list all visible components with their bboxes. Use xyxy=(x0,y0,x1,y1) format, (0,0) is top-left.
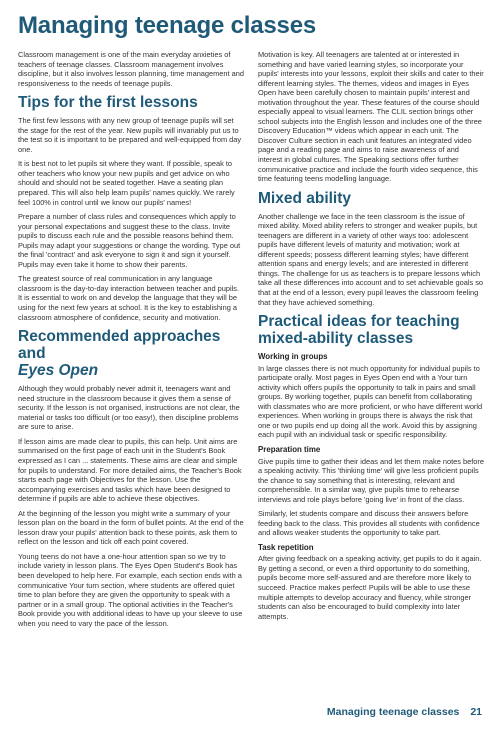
heading-tips: Tips for the first lessons xyxy=(18,94,198,112)
paragraph: In large classes there is not much opportunity for individual pupils to participate orally. Most pages in Eyes Open end with a Your turn activity which offers pupils the opportunity to talk in pairs and small groups. By working together, pupils can benefit from collaborating with classmates who are more proficient, or who have different world experiences. When working in groups there is always the risk that one or two pupils end up doing all the work. Avoid this by assigning each pupil with an individual task or specific responsibility. xyxy=(258,363,483,440)
paragraph: Another challenge we face in the teen classroom is the issue of mixed ability. Mixed ability refers to stronger and weaker pupils, but teenagers are different in a variety of other ways too: adolescent pupils have different levels of maturity and motivation; work at different speeds; possess different learning styles; have different attention spans and energy levels; and are interested in different things. The challenge for us as teachers is to prepare lessons which take all these differences into account and to set achievable goals so that at the end of a lesson, every pupil leaves the classroom feeling that they have achieved something. xyxy=(258,211,484,307)
paragraph: After giving feedback on a speaking activity, get pupils to do it again. By getting a second, or even a third opportunity to do something, pupils become more self-assured and are therefore more likely to succeed. Practice makes perfect! Pupils will be able to use these multiple attempts to develop accuracy and fluency, while stronger students can also be encouraged to build complexity into later attempts. xyxy=(258,554,482,621)
page-number: 21 xyxy=(470,706,482,718)
paragraph: The greatest source of real communication in any language classroom is the day-to-day interaction between teacher and pupils. It is essential to work on and develop the language that they will be using for the next few years at school. It is the key to establishing a classroom atmosphere of confidence, security and motivation. xyxy=(18,274,240,322)
paragraph: Young teens do not have a one-hour attention span so we try to include variety in lesson plans. The Eyes Open Student's Book has been developed to help here. For example, each section ends with a communicative Your turn section, where students are offered quiet time to plan before they are given the opportunity to speak with a partner or in a small group. The optional activities in the Teacher's Book provide you with additional ideas to have up your sleeve to use when you need to vary the pace of the lesson. xyxy=(18,551,243,628)
paragraph: The first few lessons with any new group of teenage pupils will set the stage for the rest of the year. New pupils will invariably put us to the test so it is important to be prepared and well-equipped from day one. xyxy=(18,116,242,154)
subheading-working-in-groups: Working in groups xyxy=(258,352,328,362)
heading-recommended-line2: Eyes Open xyxy=(18,362,99,380)
paragraph: At the beginning of the lesson you might write a summary of your lesson plan on the board in the form of bullet points. At the end of the lesson draw your pupils' attention back to these points, ask them to reflect on the lesson and tick off each point covered. xyxy=(18,508,244,547)
heading-mixed-ability: Mixed ability xyxy=(258,189,352,207)
paragraph: Similarly, let students compare and discuss their answers before feeding back to the class. This provides all students with confidence and allows weaker students the opportunity to take part. xyxy=(258,509,480,538)
subheading-task-repetition: Task repetition xyxy=(258,542,314,552)
paragraph: Give pupils time to gather their ideas and let them make notes before a speaking activity. This 'thinking time' will give less proficient pupils the chance to say something that is interesting, relevant and comprehensible. In a similar way, give pupils time to rehearse interviews and role plays before 'going live' in front of the class. xyxy=(258,456,484,504)
paragraph: Although they would probably never admit it, teenagers want and need structure in the classroom because it gives them a sense of security. If the lesson is not organised, instructions are not clear, the material or tasks too difficult (or too easy!), then discipline problems are sure to arise. xyxy=(18,384,240,432)
paragraph: If lesson aims are made clear to pupils, this can help. Unit aims are summarised on the first page of each unit in the Student's Book expressed as I can ... statements. These aims are clear and simple for pupils to understand. For more detailed aims, the Teacher's Book starts each page with Objectives for the lesson. Use the accompanying exercises and tasks which have been designed to determine if pupils are able to achieve these objectives. xyxy=(18,436,242,504)
paragraph: Motivation is key. All teenagers are talented at or interested in something and have varied learning styles, so incorporate your pupils' interests into your lessons, exploit their skills and cater to their different learning styles. The themes, videos and images in Eyes Open have been carefully chosen to maintain pupils' interest and motivation throughout the year. These features of the course should especially appeal to visual learners. The CLIL section brings other school subjects into the English lesson and includes one of the three Discovery Education™ videos which appear in each unit. The Discover Culture section in each unit features an integrated video page and a reading page and aims to raise awareness of and interest in global cultures. The Speaking sections offer further communicative practice and include the fourth video sequence, this time featuring teens modelling language. xyxy=(258,50,484,184)
heading-recommended xyxy=(18,328,244,379)
paragraph: Prepare a number of class rules and consequences which apply to your personal expectations and suggest these to the class. Invite pupils to discuss each rule and the possible reasons behind them. Pupils may adapt your suggestions or change the wording. Type out the final 'contract' and ask everyone to sign it and sign it yourself. Pupils may even take it home to show their parents. xyxy=(18,212,241,269)
page-footer xyxy=(327,706,482,718)
heading-practical-ideas: Practical ideas for teaching mixed-ability classes xyxy=(258,313,460,348)
right-column xyxy=(258,50,484,633)
subheading-preparation-time: Preparation time xyxy=(258,445,321,454)
footer-section-title: Managing teenage classes xyxy=(326,706,460,718)
page-title: Managing teenage classes xyxy=(18,12,316,39)
text-columns xyxy=(18,50,484,633)
heading-recommended-line1: Recommended approaches and xyxy=(18,328,221,363)
paragraph: It is best not to let pupils sit where they want. If possible, speak to other teachers who know your new pupils and get advice on who should and should not be seated together. Have a seating plan prepared. This will also help learn pupils' names quickly. We rarely feel 100% in control until we know our pupils' names! xyxy=(18,159,235,207)
left-column xyxy=(18,50,244,633)
intro-paragraph: Classroom management is one of the main everyday anxieties of teachers of teenage classes. Classroom management involves discipline, but it also involves lesson planning, time management and responsiveness to the needs of teenage pupils. xyxy=(18,50,244,88)
